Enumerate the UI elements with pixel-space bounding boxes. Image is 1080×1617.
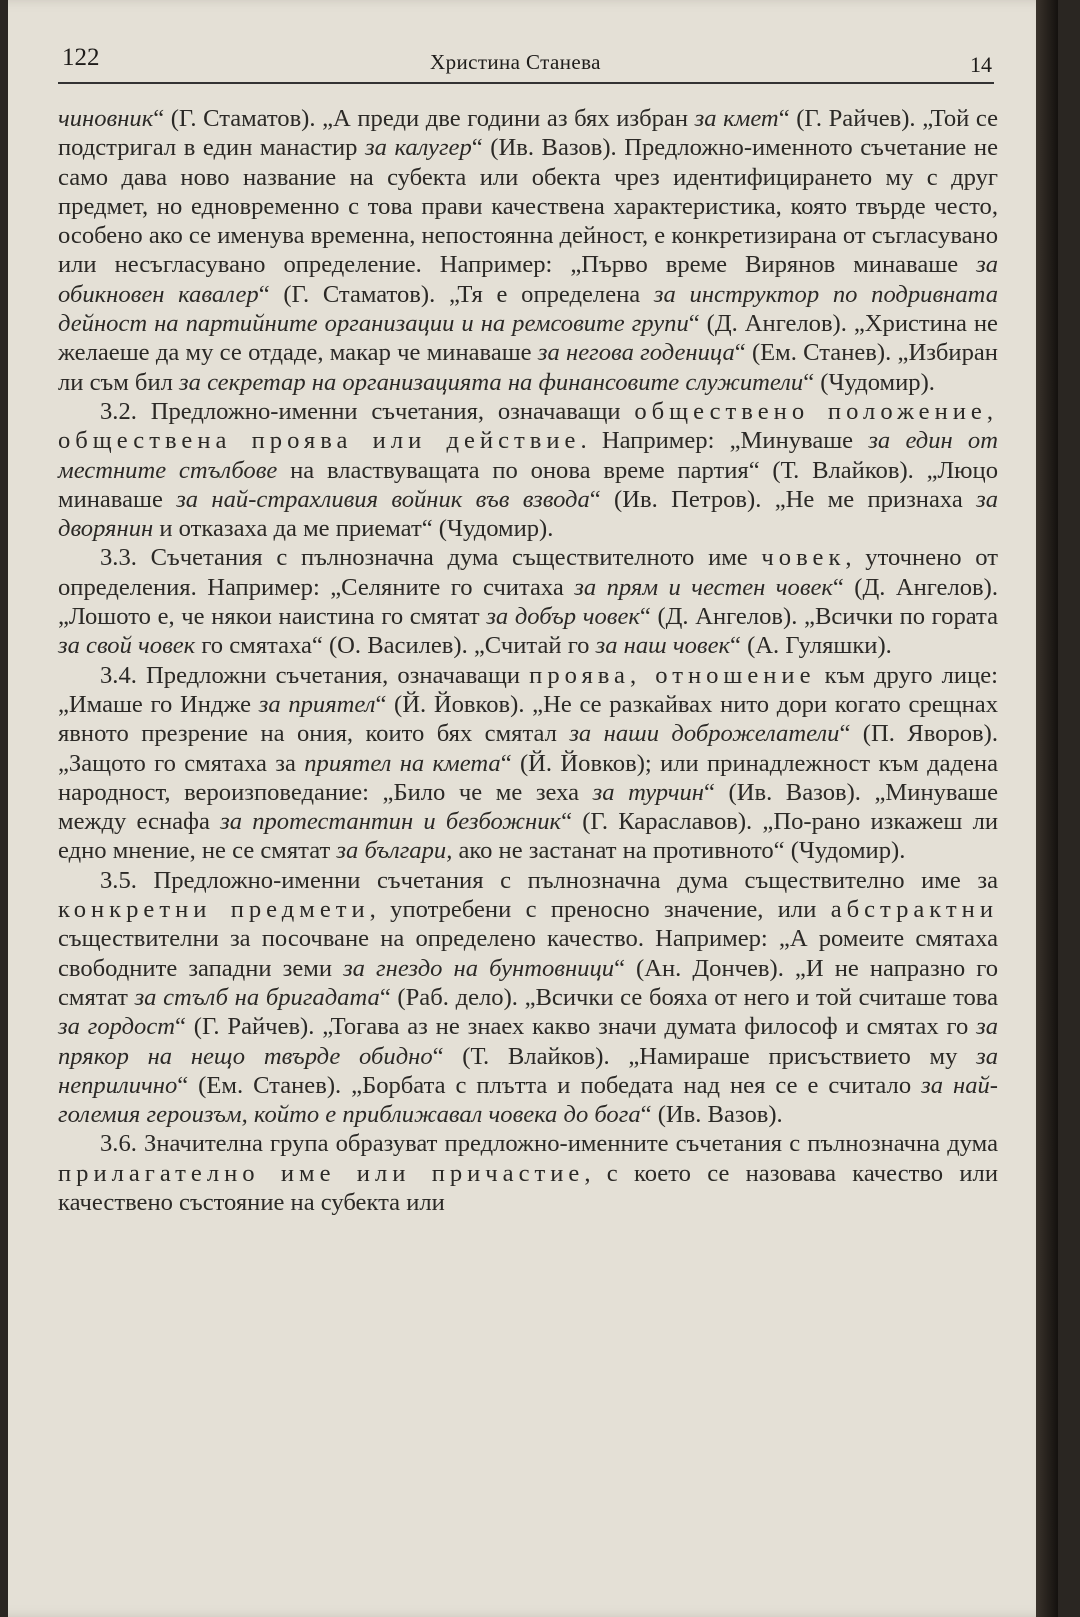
paragraph xyxy=(58,1129,998,1217)
example-phrase: за калугер xyxy=(365,134,472,162)
example-phrase: за приятел xyxy=(258,690,376,718)
spaced-term: абстрактни xyxy=(830,896,998,924)
example-phrase: за неприлично xyxy=(58,1042,998,1099)
page-number: 122 xyxy=(62,44,100,71)
text-run: “ (Ан. Дончев). „И не напразно го смятат xyxy=(58,954,998,1011)
example-phrase: за турчин xyxy=(592,778,705,806)
text-run: “ (Г. Стаматов). „Тя е определена xyxy=(258,280,654,308)
example-phrase: за секретар на организацията на финансовите служители xyxy=(179,368,804,396)
text-run: “ (П. Яворов). „Защото го смятаха за xyxy=(58,720,998,777)
text-run: 3.3. Съчетания с пълнозначна дума съществителното име xyxy=(100,544,762,572)
text-run: на властвуващата по онова време партия“ (Т. Влайков). „Люцо минаваше xyxy=(58,456,998,513)
spaced-term: човек xyxy=(761,544,846,572)
paragraph xyxy=(58,866,998,1130)
text-run: и отказаха да ме приемат“ (Чудомир). xyxy=(153,515,554,543)
text-run: , употребени с преносно значение, или xyxy=(369,896,831,924)
text-run: 3.5. Предложно-именни съчетания с пълнозначна дума съществително име за xyxy=(100,866,998,894)
body-text xyxy=(58,104,998,1217)
example-phrase: чиновник xyxy=(58,105,154,132)
text-run: “ (Г. Райчев). „Тогава аз не знаех какво значи думата философ и смятах го xyxy=(175,1013,977,1041)
margin-note: 14 xyxy=(970,52,992,77)
example-phrase: за протестантин и безбожник xyxy=(220,808,562,836)
example-phrase: за българи, xyxy=(336,837,453,865)
text-run: съществителни за посочване на определено качество. Например: „А ромеите смятаха свободните западни земи xyxy=(58,925,998,982)
example-phrase: за прям и честен човек xyxy=(574,573,833,601)
spaced-term: прилагателно име или причастие xyxy=(58,1159,585,1187)
example-phrase: за най-страхливия войник във взвода xyxy=(176,485,590,513)
example-phrase: приятел на кмета xyxy=(304,749,501,777)
text-run: , с което се назовава качество или качествено състояние на субекта или xyxy=(58,1159,998,1216)
text-run: “ (Ем. Станев). „Борбата с плътта и победата над нея се е считало xyxy=(177,1071,922,1099)
example-phrase: за дворянин xyxy=(58,485,998,543)
text-run: “ (Ив. Вазов). „Минуваше между еснафа xyxy=(58,778,998,836)
text-run: “ (Т. Влайков). „Намираше присъствието му xyxy=(432,1042,977,1070)
text-run: “ (Д. Ангелов). „Лошото е, че някои наистина го смятат xyxy=(58,573,998,631)
example-phrase: за кмет xyxy=(694,105,779,132)
example-phrase: за обикновен кавалер xyxy=(58,251,998,308)
example-phrase: за гнездо на бунтовници xyxy=(343,954,615,982)
text-run: “ (Ив. Вазов). xyxy=(640,1101,783,1129)
text-run: “ (Й. Йовков). „Не се разкайвах нито дори когато срещнах явното презрение на ония, които бях смятал xyxy=(58,690,998,748)
book-spine-shadow xyxy=(1036,0,1058,1617)
example-phrase: за свой човек xyxy=(58,632,196,660)
example-phrase: за стълб на бригадата xyxy=(134,983,380,1011)
text-run: “ (Ив. Петров). „Не ме признаха xyxy=(589,485,977,513)
text-run: “ (Г. Стаматов). „А преди две години аз бях избран xyxy=(153,105,695,132)
text-run: ако не застанат на противното“ (Чудомир). xyxy=(452,837,906,865)
example-phrase: за наш човек xyxy=(595,632,731,660)
text-run: “ (Й. Йовков); или принадлежност към дадена народност, вероизповедание: „Било че ме зеха xyxy=(58,749,998,806)
spaced-term: проява, отношение xyxy=(529,661,816,689)
spaced-term: обществено положение, обществена проява или действие xyxy=(58,397,998,455)
text-run: “ (Ем. Станев). „Избиран ли съм бил xyxy=(58,339,998,396)
example-phrase: за инструктор по подривната дейност на партийните организации и на ремсовите групи xyxy=(58,280,998,338)
paragraph xyxy=(58,543,998,660)
text-run: “ (Г. Райчев). „Той се подстригал в един манастир xyxy=(58,105,999,162)
text-run: към друго лице: „Имаше го Индже xyxy=(58,661,999,718)
running-title: Христина Станева xyxy=(430,50,601,74)
text-run: “ (Д. Ангелов). „Всички по гората xyxy=(639,603,998,631)
example-phrase: за един от местните стълбове xyxy=(58,427,998,484)
text-run: 3.4. Предложни съчетания, означаващи xyxy=(100,661,530,689)
paragraph xyxy=(58,104,998,397)
example-phrase: за наши доброжелатели xyxy=(569,720,840,748)
paragraph xyxy=(58,397,998,543)
text-run: го смятаха“ (О. Василев). „Считай го xyxy=(195,632,596,660)
example-phrase: за добър човек xyxy=(486,603,640,631)
text-run: “ (Чудомир). xyxy=(803,368,935,396)
book-page xyxy=(8,0,1058,1617)
text-run: “ (Ив. Вазов). Предложно-именното съчетание не само дава ново название на субекта или обекта чрез идентифицирането му с друг предмет, но едновременно с това прави качествена характеристика, която твърде често, особено ако се именува временна, непостоянна дейност, е конкретизирана от съгласувано или несъгласувано определение. Например: „Първо време Вирянов минаваше xyxy=(58,134,998,279)
text-run: “ (Раб. дело). „Всички се бояха от него и той считаше това xyxy=(379,983,998,1011)
header-rule xyxy=(58,82,994,84)
spaced-term: конкретни предмети xyxy=(58,896,370,924)
example-phrase: за гордост xyxy=(58,1013,176,1041)
example-phrase: за прякор на нещо твърде обидно xyxy=(58,1013,998,1070)
text-run: , уточнено от определения. Например: „Селяните го считаха xyxy=(58,544,998,601)
paragraph xyxy=(58,661,998,866)
text-run: “ (А. Гуляшки). xyxy=(730,632,892,660)
text-run: . Например: „Минуваше xyxy=(580,427,869,455)
text-run: 3.6. Значителна група образуват предложно-именните съчетания с пълнозначна дума xyxy=(100,1130,998,1158)
text-run: “ (Д. Ангелов). „Христина не желаеше да му се отдаде, макар че минаваше xyxy=(58,310,998,367)
example-phrase: за негова годеница xyxy=(537,339,735,367)
text-run: 3.2. Предложно-именни съчетания, означаващи xyxy=(100,397,635,425)
example-phrase: за най-големия героизъм, който е приближавал човека до бога xyxy=(58,1071,998,1129)
running-header xyxy=(62,44,992,84)
text-run: “ (Г. Караславов). „По-рано изкажеш ли едно мнение, не се смятат xyxy=(58,808,999,865)
